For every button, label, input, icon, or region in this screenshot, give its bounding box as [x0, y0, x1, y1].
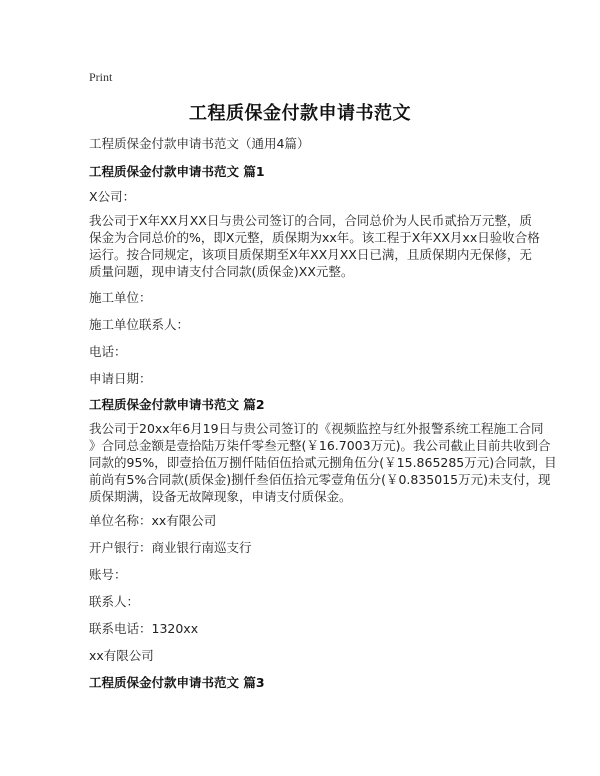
section-heading-3: 工程质保金付款申请书范文 篇3	[89, 675, 265, 690]
field-construction-contact: 施工单位联系人：	[89, 317, 190, 332]
section-heading-1: 工程质保金付款申请书范文 篇1	[89, 164, 265, 179]
print-link[interactable]: Print	[89, 70, 113, 84]
body-line: 前尚有5%合同款(质保金)捌仟叁佰伍拾元零壹角伍分(￥0.835015万元)未支付，现	[89, 472, 551, 487]
salutation: X公司：	[89, 189, 136, 204]
field-account: 账号：	[89, 567, 127, 582]
body-line: 我公司于20xx年6月19日与贵公司签订的《视频监控与红外报警系统工程施工合同	[89, 421, 544, 436]
section-2-body	[89, 420, 557, 505]
field-contact-person: 联系人：	[89, 594, 140, 609]
field-contact-phone: 联系电话：1320xx	[89, 621, 199, 636]
document-subtitle: 工程质保金付款申请书范文（通用4篇）	[89, 136, 310, 151]
field-application-date: 申请日期：	[89, 371, 152, 386]
signature-company: xx有限公司	[89, 648, 154, 663]
body-line: 质量问题，现申请支付合同款(质保金)XX元整。	[89, 264, 354, 279]
body-line: 运行。按合同规定，该项目质保期至X年XX月XX日已满，且质保期内无保修，无	[89, 247, 532, 262]
field-construction-unit: 施工单位：	[89, 290, 152, 305]
body-line: 质保期满，设备无故障现象，申请支付质保金。	[89, 489, 352, 504]
field-company-name: 单位名称：xx有限公司	[89, 513, 217, 528]
body-line: 同款的95%，即壹拾伍万捌仟陆佰伍拾贰元捌角伍分(￥15.865285万元)合同款，目	[89, 455, 557, 470]
field-phone: 电话：	[89, 344, 127, 359]
section-heading-2: 工程质保金付款申请书范文 篇2	[89, 397, 265, 412]
body-line: 保金为合同总价的%，即X元整，质保期为xx年。该工程于X年XX月xx日验收合格	[89, 230, 540, 245]
field-bank: 开户银行：商业银行南巡支行	[89, 540, 252, 555]
body-line: 我公司于X年XX月XX日与贵公司签订的合同，合同总价为人民币贰拾万元整，质	[89, 213, 532, 228]
page-title: 工程质保金付款申请书范文	[189, 103, 411, 124]
body-line: 》合同总金额是壹拾陆万柒仟零叁元整(￥16.7003万元)。我公司截止目前共收到合	[89, 438, 551, 453]
section-1-body	[89, 212, 540, 280]
